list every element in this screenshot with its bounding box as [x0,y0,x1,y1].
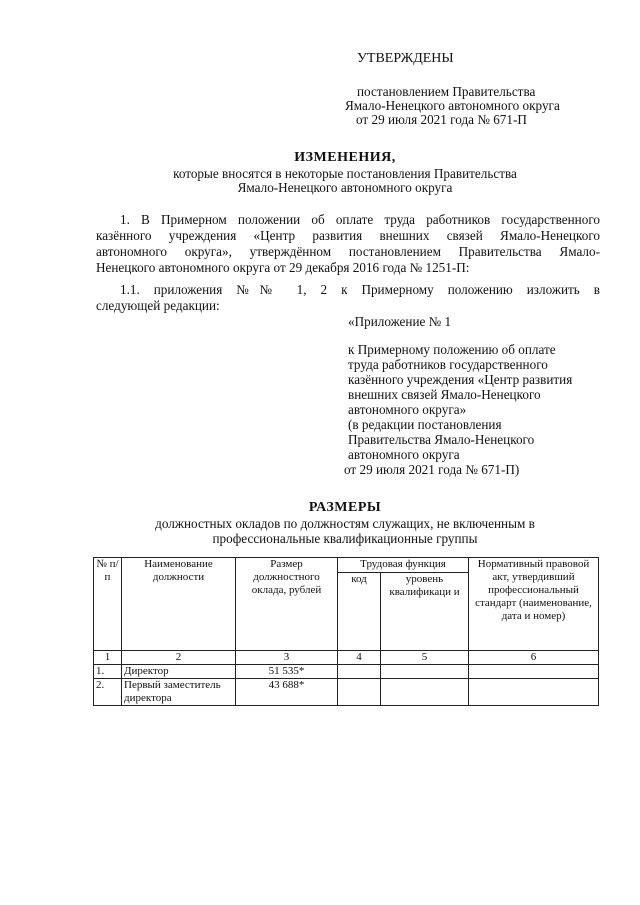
col-position-header: Наименование должности [122,558,236,651]
col-labor-function-header: Трудовая функция [338,558,469,573]
approval-line-1: постановлением Правительства [357,84,536,99]
appendix-line-2: труда работников государственного [348,357,548,372]
appendix-title: «Приложение № 1 [348,314,452,329]
para1-line-1: 1. В Примерном положении об оплате труда работников государственного [120,212,600,227]
table-row [94,665,599,679]
changes-subtitle-2: Ямало-Ненецкого автономного округа [237,180,453,195]
appendix-line-8: автономного округа [348,447,460,462]
col-qualification-header: уровень квалификаци и [381,573,469,651]
row-normative-act [469,679,599,706]
row-salary: 51 535* [236,665,338,679]
appendix-line-5: автономного округа» [348,402,467,417]
column-number: 5 [381,651,469,665]
salary-table [93,557,599,706]
column-number: 2 [122,651,236,665]
col-salary-header: Размер должностного оклада, рублей [236,558,338,651]
appendix-line-6: (в редакции постановления [348,417,502,432]
sizes-subtitle-1: должностных окладов по должностям служащих, не включенным в [155,516,535,531]
col-code-header: код [338,573,381,651]
appendix-line-3: казённого учреждения «Центр развития [348,372,573,387]
column-number: 3 [236,651,338,665]
row-position: Директор [122,665,236,679]
appendix-line-9: от 29 июля 2021 года № 671-П) [344,462,520,477]
column-number-row [94,651,599,665]
col-normative-act-header: Нормативный правовой акт, утвердивший профессиональный стандарт (наименование, дата и номер) [469,558,599,651]
sizes-subtitle-2: профессиональные квалификационные группы [212,531,478,546]
appendix-line-7: Правительства Ямало-Ненецкого [348,432,535,447]
para2-line-1: 1.1. приложения №№ 1, 2 к Примерному положению изложить в [120,282,600,297]
column-number: 1 [94,651,122,665]
para1-line-4: Ненецкого автономного округа от 29 декабря 2016 года № 1251-П: [96,260,470,275]
row-number: 1. [94,665,122,679]
column-number: 6 [469,651,599,665]
para1-line-2: казённого учреждения «Центр развития внешних связей Ямало-Ненецкого [96,228,600,243]
row-code [338,679,381,706]
appendix-line-1: к Примерному положению об оплате [348,342,556,357]
row-position: Первый заместитель директора [122,679,236,706]
para2-line-2: следующей редакции: [96,298,220,313]
row-number: 2. [94,679,122,706]
approval-line-2: Ямало-Ненецкого автономного округа [345,98,560,113]
changes-subtitle-1: которые вносятся в некоторые постановления Правительства [173,166,517,181]
approval-line-3: от 29 июля 2021 года № 671-П [356,112,527,127]
appendix-line-4: внешних связей Ямало-Ненецкого [348,387,541,402]
col-number-header: № п/п [94,558,122,651]
approval-title: УТВЕРЖДЕНЫ [357,51,454,66]
table-row [94,679,599,706]
row-qualification [381,665,469,679]
row-qualification [381,679,469,706]
column-number: 4 [338,651,381,665]
row-code [338,665,381,679]
changes-title: ИЗМЕНЕНИЯ, [294,150,396,165]
sizes-title: РАЗМЕРЫ [308,500,382,515]
row-salary: 43 688* [236,679,338,706]
para1-line-3: автономного округа», утверждённом постановлением Правительства Ямало- [96,244,600,259]
row-normative-act [469,665,599,679]
